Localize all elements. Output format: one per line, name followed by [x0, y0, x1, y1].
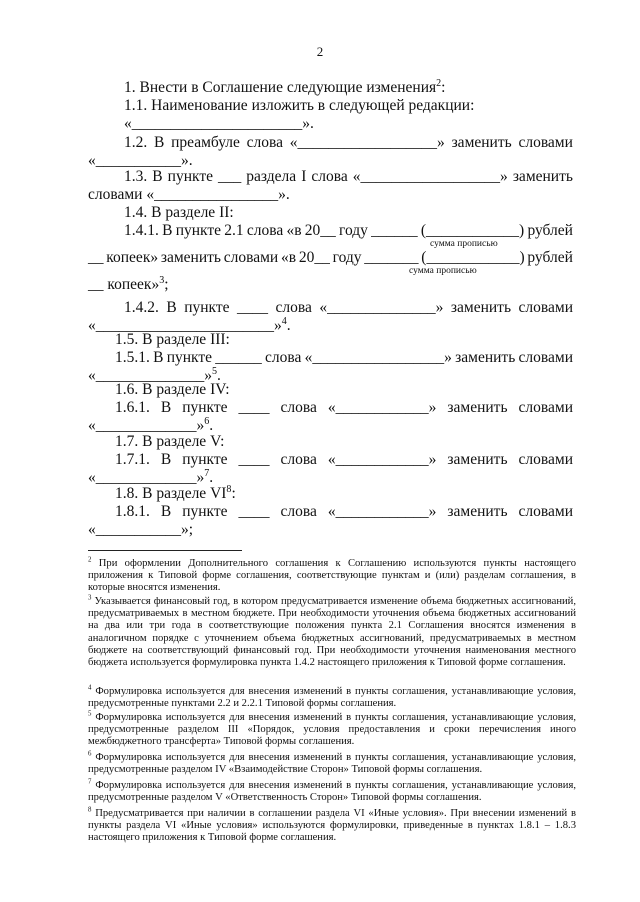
footnote-7: $^7$ Формулировка используется для внесения изменений в пункты соглашения, устанавливающие условия, предусмотренные разделом V «Ответственность Сторон» Типовой формы соглашения.: [88, 778, 576, 804]
word: словами: [518, 503, 573, 520]
item-1-7-1-cont: «_____________»$^7$.: [88, 467, 214, 486]
word: __: [88, 249, 104, 266]
word: словами: [518, 299, 573, 316]
word: пункте: [167, 168, 213, 185]
item-1-2: [124, 134, 573, 152]
word: словами: [518, 349, 573, 366]
word: слова: [265, 349, 302, 366]
footnote-separator: [88, 550, 242, 551]
word: заменить: [447, 451, 508, 468]
footnote-3: $^3$ Указывается финансовый год, в котором предусматривается изменение объема бюджетных ассигнований, предусматриваемых в местном бюджете. При необходимости уточнения объема бюджетных ассигнований на два или три года в соответствующие положения пункта 2.1 Соглашения вносятся изменения в аналогичном порядке с уточнением объема бюджетных ассигнований, предусматриваемых в местном бюджете на соответствующий финансовый год. При необходимости уточнения наименования местного бюджета используется формулировка пункта 1.4.2 настоящего приложения к Типовой форме соглашения.: [88, 594, 576, 669]
item-1-2-cont: «___________».: [88, 152, 193, 169]
word: ____: [238, 451, 270, 468]
word: преамбуле: [171, 134, 240, 151]
word: словами: [518, 134, 573, 151]
page-number: 2: [316, 44, 324, 59]
word: словами: [223, 249, 279, 266]
item-1-4-1-cont: [88, 249, 573, 267]
word: заменить: [512, 168, 573, 185]
word: В: [160, 399, 172, 416]
word: 1.5.1.: [115, 349, 150, 366]
word: слова: [280, 503, 317, 520]
footnote-5: $^5$ Формулировка используется для внесения изменений в пункты соглашения, устанавливающие условия, предусмотренные разделом III «Порядок, условия предоставления и сроки перечисления иного межбюджетного трансферта» Типовой формы соглашения.: [88, 710, 576, 748]
word: пункте: [184, 299, 230, 316]
word: заменить: [447, 503, 508, 520]
item-1-6-1: [115, 399, 573, 417]
item-1-6: 1.6. В разделе IV:: [115, 381, 230, 398]
word: ___: [218, 168, 242, 185]
word: «__________________»: [352, 168, 508, 185]
word: рублей: [527, 222, 573, 239]
footnote-2: $^2$ При оформлении Дополнительного соглашения к Соглашению используются пункты настоящего приложения к Типовой форме соглашения, соответствующие пунктам и (или) разделам соглашения, в которые вносятся изменения.: [88, 556, 576, 594]
word: 1.6.1.: [115, 399, 150, 416]
word: I: [301, 168, 307, 185]
word: В: [162, 222, 173, 239]
word: 1.4.2.: [124, 299, 159, 316]
word: ____: [238, 503, 270, 520]
word: заменить: [447, 399, 508, 416]
item-1-5-1: [115, 349, 573, 367]
footnote-8: $^8$ Предусматривается при наличии в соглашении раздела VI «Иные условия». При внесении изменений в пункты раздела VI «Иные условия» используются формулировки, приведенные в пунктах 1.8.1 – 1.8.3 настоящего приложения к Типовой форме соглашения.: [88, 806, 576, 844]
item-1-8-1-cont: «___________»;: [88, 521, 194, 538]
word: рублей: [527, 249, 573, 266]
word: «____________»: [327, 399, 437, 416]
word: «______________»: [319, 299, 444, 316]
word: копеек»: [106, 249, 159, 266]
word: В: [152, 168, 163, 185]
word: 1.3.: [124, 168, 148, 185]
word: словами: [518, 399, 573, 416]
word: пункте: [182, 451, 228, 468]
word: В: [154, 134, 165, 151]
word: году: [339, 222, 368, 239]
word: заменить: [160, 249, 221, 266]
item-1-4-1-end: __ копеек»$^3$;: [88, 274, 169, 293]
item-1-5-1-cont: «______________»$^5$.: [88, 365, 221, 384]
word: В: [153, 349, 164, 366]
word: слова: [275, 299, 312, 316]
caption-amount-2: сумма прописью: [409, 266, 477, 276]
word: 1.8.1.: [115, 503, 150, 520]
word: _______: [364, 249, 419, 266]
word: В: [160, 503, 172, 520]
word: «в: [280, 249, 297, 266]
item-1-5: 1.5. В разделе III:: [115, 331, 230, 348]
word: 1.2.: [124, 134, 148, 151]
footnote-6: $^6$ Формулировка используется для внесения изменений в пункты соглашения, устанавливающие условия, предусмотренные разделом IV «Взаимодействие Сторон» Типовой формы соглашения.: [88, 750, 576, 776]
item-1-1-blank: «______________________».: [124, 115, 314, 132]
word: ____: [238, 399, 270, 416]
caption-amount-1: сумма прописью: [430, 239, 498, 249]
item-1-1: 1.1. Наименование изложить в следующей редакции:: [124, 97, 475, 114]
word: «в: [286, 222, 302, 239]
item-1-7: 1.7. В разделе V:: [115, 433, 225, 450]
word: ______: [215, 349, 262, 366]
word: 1.7.1.: [115, 451, 150, 468]
item-1-4-2: [124, 299, 573, 317]
word: слова: [246, 134, 284, 151]
word: «__________________»: [289, 134, 445, 151]
word: 2.1: [224, 222, 244, 239]
word: «_________________»: [304, 349, 452, 366]
word: слова: [280, 451, 317, 468]
word: 20__: [304, 222, 336, 239]
word: В: [160, 451, 172, 468]
word: пункте: [182, 399, 228, 416]
word: заменить: [455, 349, 516, 366]
word: ____: [237, 299, 269, 316]
word: заменить: [451, 134, 512, 151]
item-1-8-1: [115, 503, 573, 521]
word: слова: [311, 168, 348, 185]
word: ______: [371, 222, 418, 239]
word: пункте: [182, 503, 228, 520]
word: «____________»: [327, 503, 437, 520]
word: (____________): [421, 249, 525, 266]
word: В: [166, 299, 177, 316]
item-1: 1. Внести в Соглашение следующие изменения$^2$:: [124, 77, 446, 96]
item-1-4: 1.4. В разделе II:: [124, 204, 234, 221]
word: 20__: [298, 249, 330, 266]
word: раздела: [246, 168, 297, 185]
word: слова: [280, 399, 317, 416]
word: слова: [246, 222, 284, 239]
item-1-4-2-cont: «_______________________»$^4$.: [88, 315, 291, 334]
item-1-3: [124, 168, 573, 186]
item-1-4-1: [124, 222, 573, 240]
word: словами: [518, 451, 573, 468]
item-1-6-1-cont: «_____________»$^6$.: [88, 415, 214, 434]
footnote-4: $^4$ Формулировка используется для внесения изменений в пункты соглашения, устанавливающие условия, предусмотренные пунктами 2.2 и 2.2.1 Типовой формы соглашения.: [88, 684, 576, 710]
word: пункте: [166, 349, 213, 366]
word: «____________»: [327, 451, 437, 468]
word: заменить: [450, 299, 512, 316]
item-1-3-cont: словами «________________».: [88, 186, 290, 203]
word: 1.4.1.: [124, 222, 159, 239]
word: (____________): [420, 222, 525, 239]
item-1-8: 1.8. В разделе $VI^8$:: [115, 483, 236, 502]
word: пункте: [175, 222, 222, 239]
item-1-7-1: [115, 451, 573, 469]
word: году: [332, 249, 362, 266]
